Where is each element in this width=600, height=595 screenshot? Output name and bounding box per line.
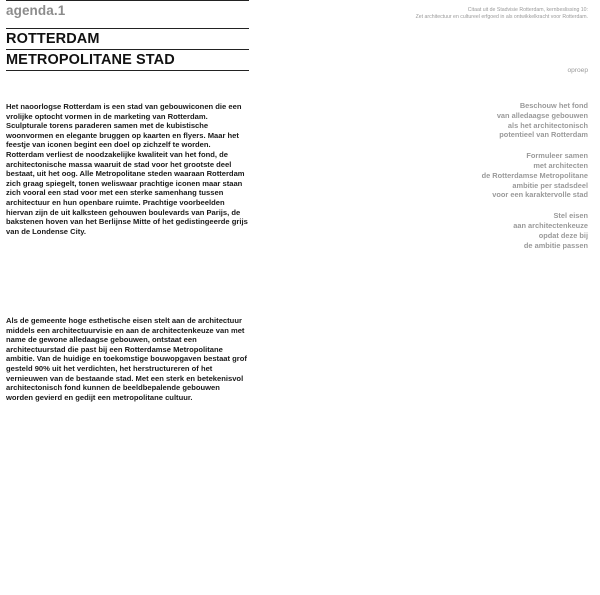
callout-line: als het architectonisch: [507, 120, 588, 130]
oproep-label: oproep: [567, 67, 588, 74]
callout-line: aan architectenkeuze: [513, 220, 588, 230]
callout-line: de Rotterdamse Metropolitane: [481, 170, 588, 180]
heading-metropolitane-stad: METROPOLITANE STAD: [6, 52, 175, 68]
callout-line: Formuleer samen: [526, 151, 588, 161]
callout-line: Stel eisen: [553, 211, 588, 221]
callout-line: potentieel van Rotterdam: [499, 130, 588, 140]
callout-ambitie: [408, 151, 588, 200]
callout-line: voor een karaktervolle stad: [492, 190, 588, 200]
callout-line: ambitie per stadsdeel: [512, 180, 588, 190]
body-paragraph-2: Als de gemeente hoge esthetische eisen stelt aan de architectuur middels een architectuurvisie en aan de architectenkeuze van met name de gewone alledaagse gebouwen, ontstaat een architectuurstad die past bij een Rotterdamse Metropolitane ambitie. Van de huidige en toekomstige bouwopgaven bestaat grof gesteld 90% uit het verdichten, het herstructureren of het vernieuwen van de bestaande stad. Met een sterk en betekenisvol architectonisch fond kunnen de beeldbepalende gebouwen worden gevierd en gedijt een metropolitane cultuur.: [6, 316, 247, 402]
callout-line: met architecten: [533, 160, 588, 170]
heading-rotterdam: ROTTERDAM: [6, 31, 100, 47]
callout-column: [408, 101, 588, 261]
title-block: [6, 0, 249, 71]
citation-line-2: Zet architectuur en cultureel erfgoed in als ontwikkelkracht voor Rotterdam.: [415, 14, 588, 20]
heading-rule-bottom: [6, 70, 249, 71]
callout-eisen: [408, 211, 588, 250]
callout-line: de ambitie passen: [523, 240, 588, 250]
callout-fond: [408, 101, 588, 140]
callout-line: van alledaagse gebouwen: [496, 110, 588, 120]
citation-line-1: Citaat uit de Stadvisie Rotterdam, kernbeslissing 10:: [467, 7, 588, 13]
callout-line: opdat deze bij: [538, 230, 588, 240]
body-paragraph-1: Het naoorlogse Rotterdam is een stad van gebouwiconen die een vrolijke optocht vormen in de marketing van Rotterdam. Sculpturale torens paraderen samen met de kubistische woonvormen en elegante bruggen op kaarten en flyers. Maar het feestje van iconen begint een doel op zichzelf te worden. Rotterdam verliest de noodzakelijke kwaliteit van het fond, de architectonische massa waaruit de stad voor het grootste deel bestaat, uit het oog. Alle Metropolitane steden waaraan Rotterdam zich graag spiegelt, tonen weliswaar prachtige iconen maar staan zich vooral een stad voor met een sterke samenhang tussen architectuur en hun openbare ruimte. Prachtige voorbeelden hiervan zijn de uit kalksteen gehouwen boulevards van Parijs, de bakstenen hoven van het Berlijnse Mitte of het gedistingeerde grijs van de Londense City.: [6, 102, 248, 236]
callout-line: Beschouw het fond: [519, 101, 588, 110]
citation: [328, 7, 588, 21]
agenda-title: agenda.1: [6, 3, 66, 18]
